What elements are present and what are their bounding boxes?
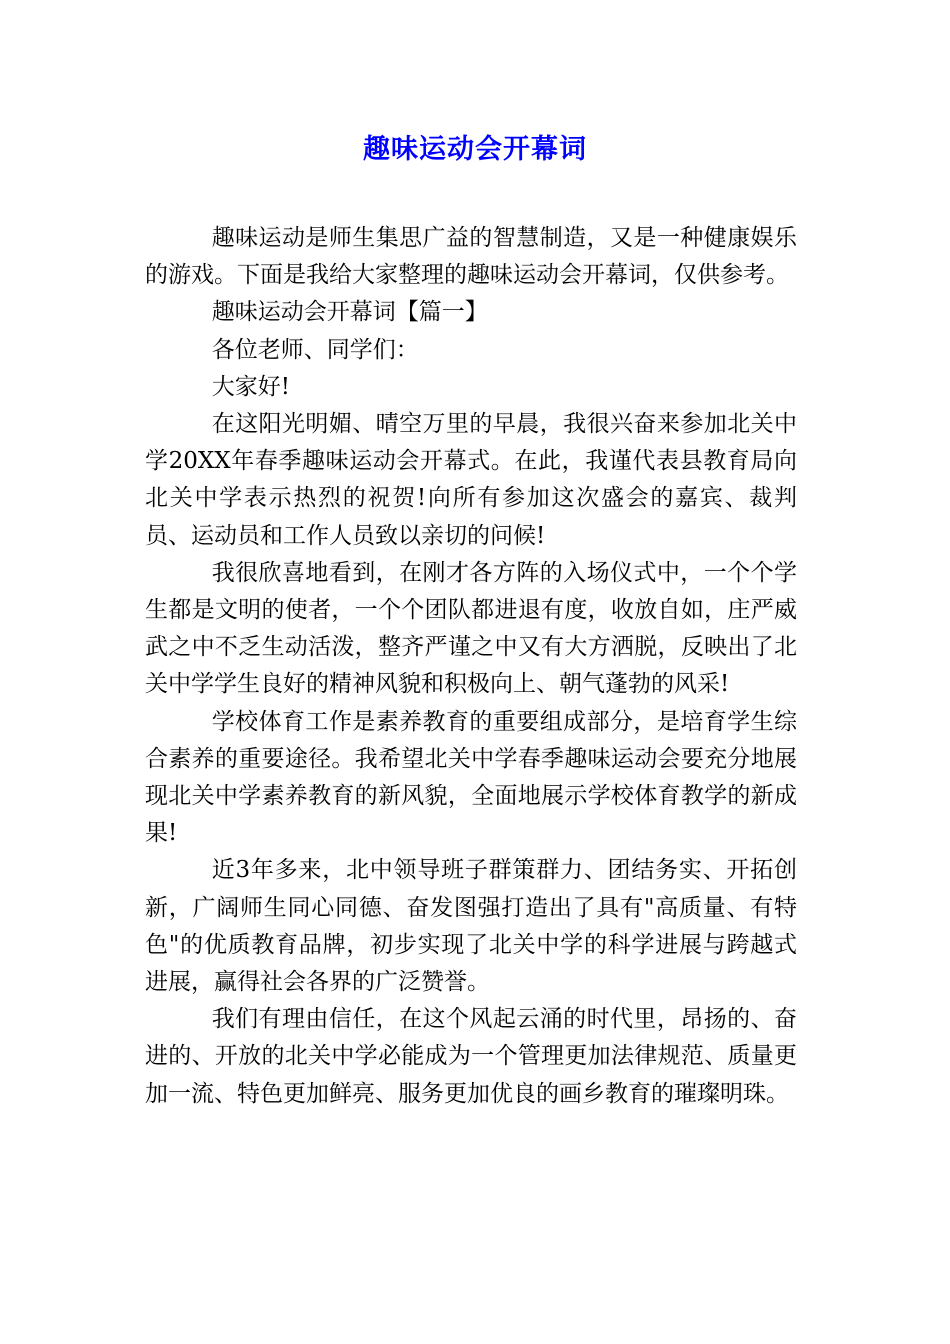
document-body [145, 220, 797, 1113]
paragraph-future: 我们有理由信任，在这个风起云涌的时代里，昂扬的、奋进的、开放的北关中学必能成为一个管理更加法律规范、质量更加一流、特色更加鲜亮、服务更加优良的画乡教育的璀璨明珠。 [145, 1006, 797, 1107]
salutation: 各位老师、同学们： [211, 336, 419, 363]
paragraph-opening: 在这阳光明媚、晴空万里的早晨，我很兴奋来参加北关中学20XX年春季趣味运动会开幕式。在此，我谨代表县教育局向北关中学表示热烈的祝贺!向所有参加这次盛会的嘉宾、裁判员、运动员和工作人员致以亲切的问候! [145, 411, 797, 549]
paragraph-intro: 趣味运动是师生集思广益的智慧制造，又是一种健康娱乐的游戏。下面是我给大家整理的趣味运动会开幕词，仅供参考。 [145, 225, 797, 289]
paragraph-ceremony: 我很欣喜地看到，在刚才各方阵的入场仪式中，一个个学生都是文明的使者，一个个团队都进退有度，收放自如，庄严威武之中不乏生动活泼，整齐严谨之中又有大方洒脱，反映出了北关中学学生良好的精神风貌和积极向上、朝气蓬勃的风采! [145, 559, 797, 698]
greeting: 大家好! [211, 373, 290, 400]
document-title: 趣味运动会开幕词 [363, 134, 587, 165]
paragraph-sports-work: 学校体育工作是素养教育的重要组成部分，是培育学生综合素养的重要途径。我希望北关中学春季趣味运动会要充分地展现北关中学素养教育的新风貌，全面地展示学校体育教学的新成果! [145, 708, 797, 847]
section-heading: 趣味运动会开幕词【篇一】 [211, 299, 488, 326]
paragraph-achievements: 近3年多来，北中领导班子群策群力、团结务实、开拓创新，广阔师生同心同德、奋发图强打造出了具有"高质量、有特色"的优质教育品牌，初步实现了北关中学的科学进展与跨越式进展，赢得社会各界的广泛赞誉。 [145, 857, 797, 996]
